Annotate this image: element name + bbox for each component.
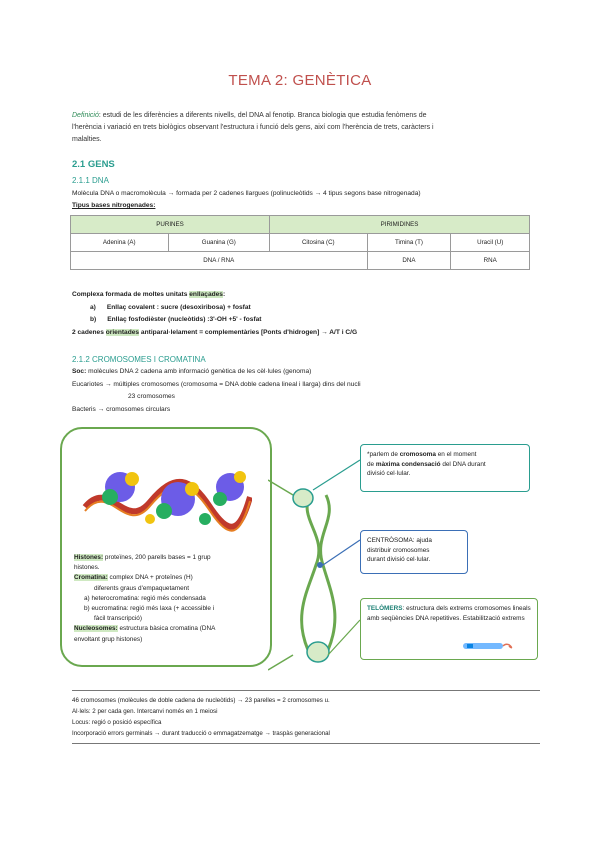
bond-item-a: [90, 304, 251, 311]
c1-l3: divisió cel·lular.: [367, 470, 411, 477]
callout-telomers: [360, 598, 538, 660]
nucleosome-3: [213, 471, 246, 506]
definition-paragraph: [72, 110, 532, 146]
histones-text-2: histones.: [74, 564, 100, 572]
antiparallel-line: [72, 329, 357, 336]
c2-line-2: distribuir cromosomes: [367, 546, 430, 554]
telomere-top: [293, 489, 313, 507]
nucleosomes-text: estructura bàsica cromatina (DNA: [117, 625, 216, 633]
c1-bold-2: màxima condensació: [375, 460, 441, 468]
c1-l2a: de: [367, 460, 376, 468]
definition-line-2: l'herència i variació en trets biològics observant l'estructura i funció dels gens, així com l'herència de trets, caràcters i: [72, 124, 434, 131]
footer-line-2: Al·lels: 2 per cada gen. Intercanvi només en 1 meiosi: [72, 708, 218, 715]
dna-description: Molècula DNA o macromolècula → formada per 2 cadenes llargues (polinucleòtids → 4 tipus segons base nitrogenada): [72, 190, 421, 197]
c1-l2b: del DNA durant: [440, 460, 486, 468]
definition-label: Definició: [72, 112, 99, 119]
nucleosomes-text-2: envoltant grup histones): [74, 635, 143, 643]
centromere-dot: [317, 562, 323, 568]
cromatina-text: complex DNA + proteïnes (H): [107, 574, 193, 582]
c1-bold-1: cromosoma: [399, 451, 436, 458]
section-heading-gens: 2.1 GENS: [72, 159, 115, 170]
subsection-heading-cromosomes: 2.1.2 CROMOSOMES I CROMATINA: [72, 355, 206, 364]
table-cell-cytosine: Citosina (C): [270, 234, 368, 252]
eucromatina-item-2: fàcil transcripció): [94, 615, 142, 623]
telomere-icon: [461, 639, 515, 653]
bacteris-line: Bacteris → cromosomes circulars: [72, 406, 171, 413]
complex-suffix: :: [222, 291, 226, 298]
definition-line-3: malalties.: [72, 136, 102, 143]
nucleosome-figure-box: [60, 427, 272, 667]
callout-centrosoma: [360, 530, 468, 574]
c3-label: TELÒMERS: [367, 605, 403, 612]
soc-line: [72, 368, 311, 375]
antiparallel-highlight: orientades: [105, 329, 140, 336]
footer-divider-top: [72, 690, 540, 691]
cromatina-label: Cromatina:: [74, 574, 108, 582]
footer-line-4: Incorporació errors germinals → durant traducció o emmagatzematge → traspàs generacional: [72, 730, 330, 737]
definition-line-1: : estudi de les diferències a diferents nivells, del DNA al fenotip. Branca biologia que estudia fenòmens de: [98, 112, 427, 119]
nucleosome-1: [102, 472, 139, 505]
table-cell-uracil: Uracil (U): [451, 234, 530, 252]
complex-highlight: enllaçades: [189, 291, 223, 298]
figure-text: [74, 553, 260, 645]
histones-label: Histones:: [74, 554, 104, 561]
bond-mark: b): [90, 316, 97, 323]
antiparallel-suffix: antiparal·lelament = complementàries [Ponts d'hidrogen] → A/T i C/G: [139, 329, 358, 336]
complex-line: [72, 291, 225, 298]
c1-mid: en el moment: [435, 451, 477, 458]
footer-divider-bottom: [72, 743, 540, 744]
table-cell-thymine: Timina (T): [367, 234, 451, 252]
nucleosomes-label: Nucleosomes:: [74, 625, 118, 633]
heterocromatina-item: a) heterocromatina: regió més condensada: [84, 594, 206, 602]
telomere-bottom: [307, 642, 329, 662]
table-cell-dna: DNA: [367, 252, 451, 270]
eucariotes-line: Eucariotes → múltiples cromosomes (cromosoma = DNA doble cadena lineal i llarga) dins del nucli: [72, 381, 361, 388]
soc-label: Soc:: [72, 368, 87, 375]
c1-prefix: *parlem de: [367, 451, 400, 458]
bases-table: [70, 215, 530, 270]
eucromatina-item: b) eucromatina: regió més laxa (+ accessible i: [84, 605, 215, 613]
bond-text: Enllaç fosfodièster (nucleòtids) :3'-OH +5' - fosfat: [107, 316, 262, 323]
c3-text: : estructura dels extrems cromosomes lineals: [402, 605, 531, 612]
footer-line-3: Locus: regió o posició específica: [72, 719, 162, 726]
histones-text: proteïnes, 200 parells bases = 1 grup: [103, 554, 211, 561]
cromosomes-23: 23 cromosomes: [128, 393, 175, 400]
table-header-purines: PURINES: [71, 216, 270, 234]
table-cell-dna-rna: DNA / RNA: [71, 252, 368, 270]
antiparallel-prefix: 2 cadenes: [72, 329, 106, 336]
bond-text: Enllaç covalent : sucre (desoxiribosa) + fosfat: [106, 304, 251, 311]
table-cell-adenine: Adenina (A): [71, 234, 169, 252]
bases-title: Tipus bases nitrogenades:: [72, 202, 156, 209]
c2-line-3: durant divisió cel·lular.: [367, 556, 431, 563]
table-header-pyrimidines: PIRIMIDINES: [270, 216, 530, 234]
footer-line-1: 46 cromosomes (molècules de doble cadena de nucleòtids) → 23 parelles = 2 cromosomes u.: [72, 697, 330, 704]
page-title: TEMA 2: GENÈTICA: [228, 72, 372, 89]
table-cell-guanine: Guanina (G): [168, 234, 269, 252]
bond-item-b: [90, 316, 262, 323]
c3-text-2: amb seqüències DNA repetitives. Estabilització extrems: [367, 614, 525, 622]
bond-mark: a): [90, 304, 96, 311]
cromatina-text-2: diferents graus d'empaquetament: [94, 584, 190, 592]
subsection-heading-dna: 2.1.1 DNA: [72, 176, 109, 185]
soc-text: molècules DNA 2 cadena amb informació genètica de les cèl·lules (genoma): [86, 368, 312, 375]
nucleosome-illustration: [80, 437, 252, 543]
table-cell-rna: RNA: [451, 252, 530, 270]
c2-line-1: CENTRÒSOMA: ajuda: [367, 537, 432, 544]
callout-cromosoma: [360, 444, 530, 492]
complex-prefix: Complexa formada de moltes unitats: [72, 291, 190, 298]
